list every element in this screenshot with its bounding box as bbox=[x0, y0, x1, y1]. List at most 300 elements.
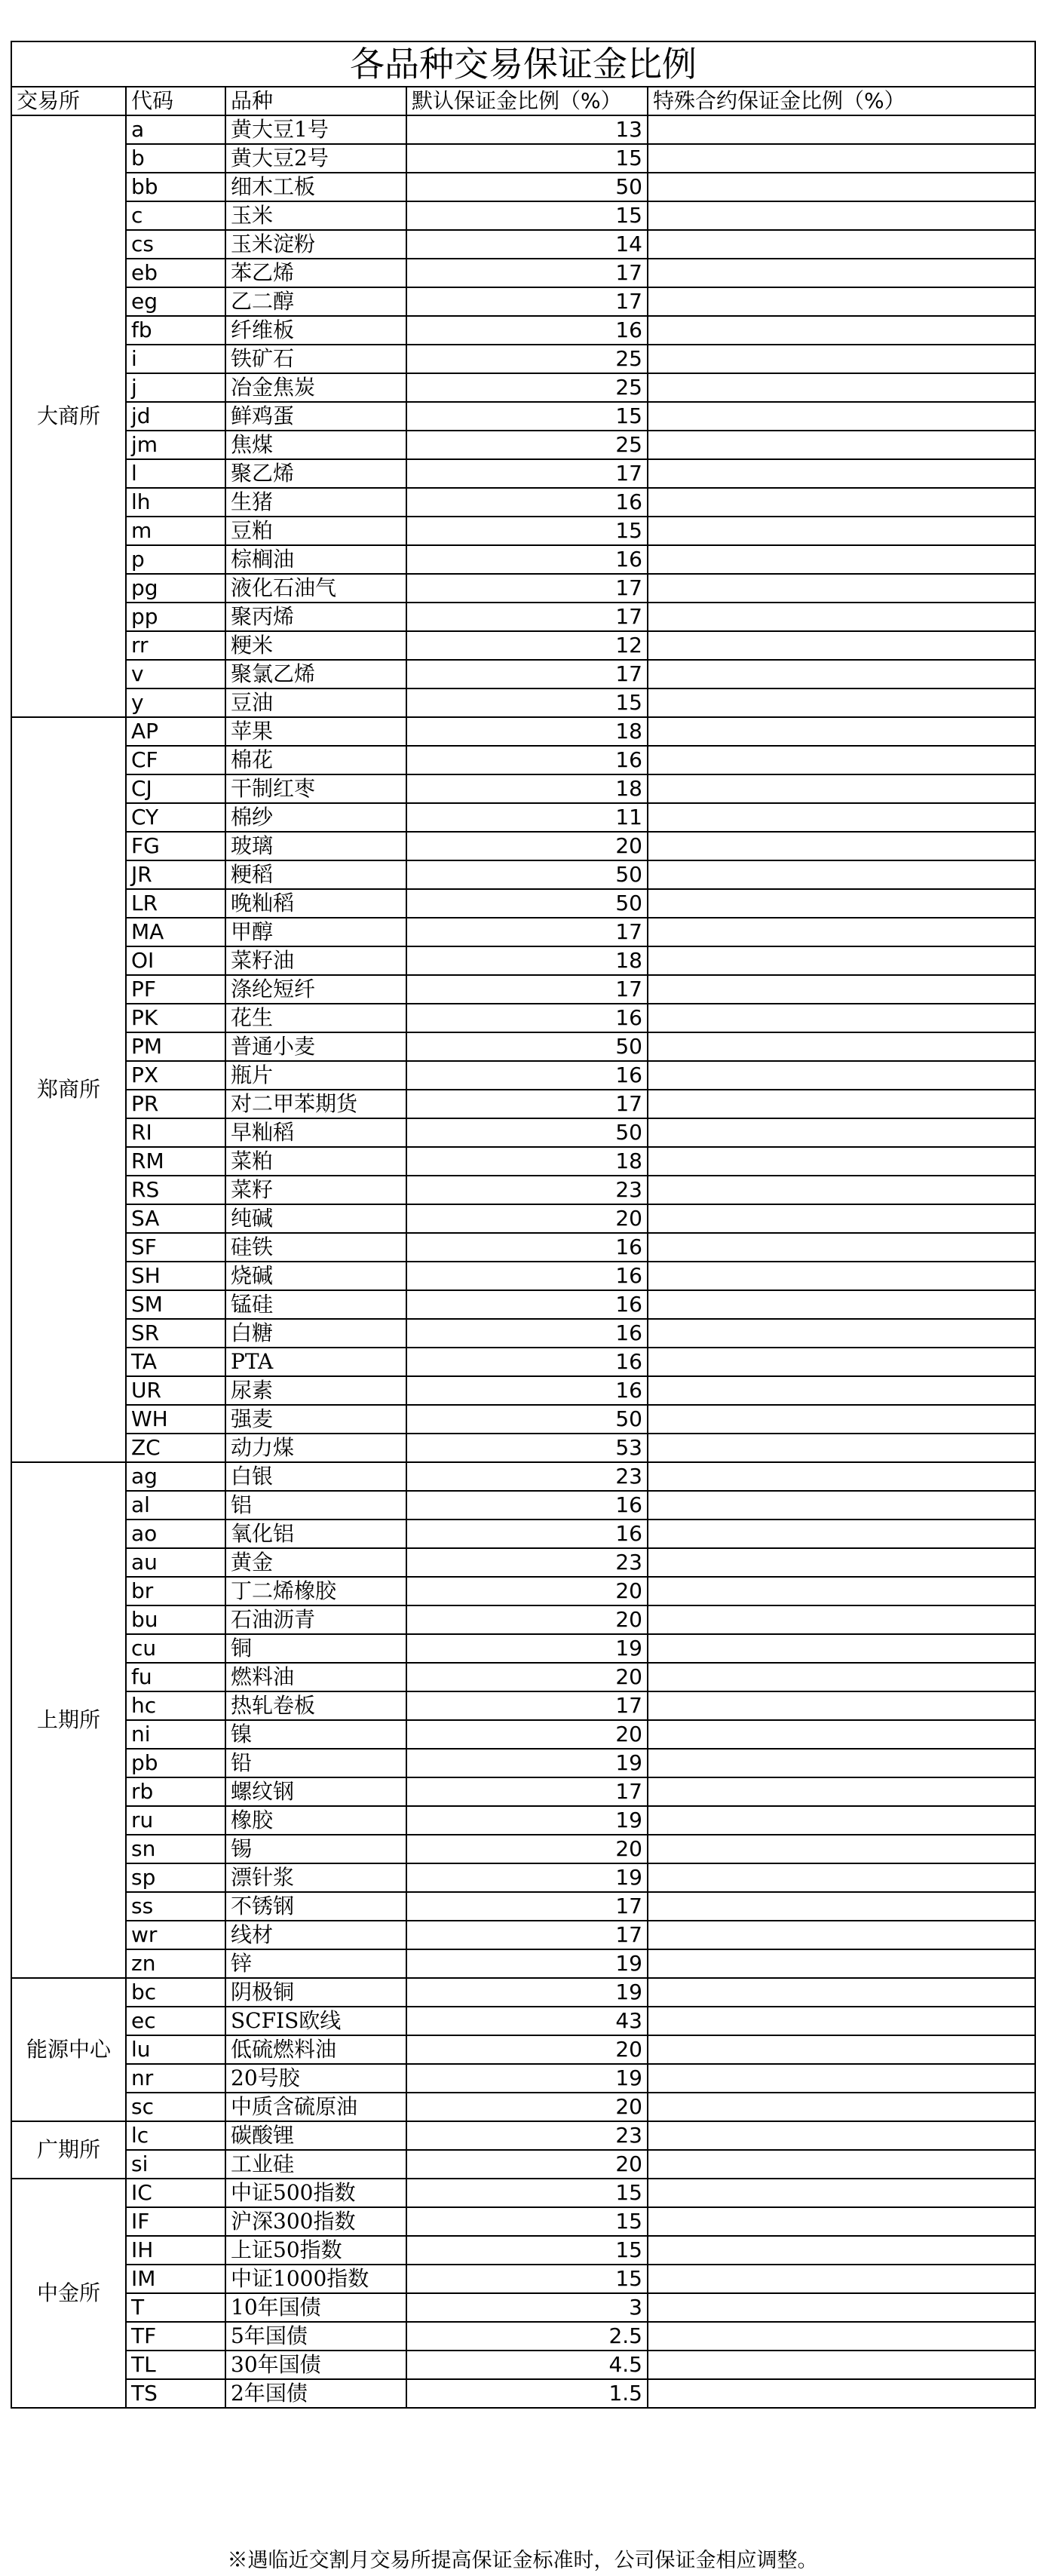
table-row bbox=[11, 1863, 1035, 1892]
code-cell: sc bbox=[126, 2093, 225, 2121]
header-product: 品种 bbox=[225, 87, 406, 115]
table-row bbox=[11, 946, 1035, 975]
product-cell: 不锈钢 bbox=[225, 1892, 406, 1921]
default-margin-cell: 17 bbox=[406, 1892, 648, 1921]
product-cell: 瓶片 bbox=[225, 1061, 406, 1090]
table-row bbox=[11, 1978, 1035, 2007]
special-margin-cell bbox=[648, 1290, 1035, 1319]
margin-table-sheet bbox=[11, 41, 1034, 2409]
default-margin-cell: 19 bbox=[406, 1863, 648, 1892]
special-margin-cell bbox=[648, 316, 1035, 345]
product-cell: 中质含硫原油 bbox=[225, 2093, 406, 2121]
special-margin-cell bbox=[648, 1233, 1035, 1262]
product-cell: 鲜鸡蛋 bbox=[225, 402, 406, 431]
product-cell: 20号胶 bbox=[225, 2064, 406, 2093]
product-cell: 30年国债 bbox=[225, 2351, 406, 2379]
default-margin-cell: 17 bbox=[406, 287, 648, 316]
special-margin-cell bbox=[648, 2207, 1035, 2236]
code-cell: jd bbox=[126, 402, 225, 431]
product-cell: 白糖 bbox=[225, 1319, 406, 1348]
code-cell: TL bbox=[126, 2351, 225, 2379]
product-cell: 甲醇 bbox=[225, 918, 406, 946]
product-cell: 燃料油 bbox=[225, 1663, 406, 1691]
code-cell: FG bbox=[126, 832, 225, 860]
code-cell: JR bbox=[126, 860, 225, 889]
product-cell: 中证500指数 bbox=[225, 2179, 406, 2207]
table-row bbox=[11, 2379, 1035, 2408]
table-row bbox=[11, 316, 1035, 345]
code-cell: fu bbox=[126, 1663, 225, 1691]
default-margin-cell: 17 bbox=[406, 574, 648, 603]
default-margin-cell: 16 bbox=[406, 1376, 648, 1405]
default-margin-cell: 25 bbox=[406, 345, 648, 373]
default-margin-cell: 20 bbox=[406, 1835, 648, 1863]
product-cell: 早籼稻 bbox=[225, 1118, 406, 1147]
special-margin-cell bbox=[648, 1634, 1035, 1663]
code-cell: rr bbox=[126, 631, 225, 660]
table-row bbox=[11, 144, 1035, 173]
special-margin-cell bbox=[648, 1147, 1035, 1176]
product-cell: 锡 bbox=[225, 1835, 406, 1863]
special-margin-cell bbox=[648, 1376, 1035, 1405]
table-row bbox=[11, 746, 1035, 774]
default-margin-cell: 23 bbox=[406, 1462, 648, 1491]
special-margin-cell bbox=[648, 717, 1035, 746]
special-margin-cell bbox=[648, 1777, 1035, 1806]
special-margin-cell bbox=[648, 660, 1035, 688]
code-cell: ru bbox=[126, 1806, 225, 1835]
exchange-cell: 郑商所 bbox=[11, 717, 126, 1462]
default-margin-cell: 23 bbox=[406, 1176, 648, 1204]
special-margin-cell bbox=[648, 860, 1035, 889]
special-margin-cell bbox=[648, 2093, 1035, 2121]
code-cell: jm bbox=[126, 431, 225, 459]
special-margin-cell bbox=[648, 1949, 1035, 1978]
table-row bbox=[11, 918, 1035, 946]
default-margin-cell: 17 bbox=[406, 1777, 648, 1806]
default-margin-cell: 17 bbox=[406, 660, 648, 688]
table-row bbox=[11, 1720, 1035, 1749]
table-row bbox=[11, 2121, 1035, 2150]
default-margin-cell: 50 bbox=[406, 889, 648, 918]
table-row bbox=[11, 2093, 1035, 2121]
product-cell: 沪深300指数 bbox=[225, 2207, 406, 2236]
product-cell: 液化石油气 bbox=[225, 574, 406, 603]
default-margin-cell: 4.5 bbox=[406, 2351, 648, 2379]
table-row bbox=[11, 631, 1035, 660]
product-cell: 纤维板 bbox=[225, 316, 406, 345]
table-row bbox=[11, 1548, 1035, 1577]
default-margin-cell: 20 bbox=[406, 1720, 648, 1749]
code-cell: UR bbox=[126, 1376, 225, 1405]
special-margin-cell bbox=[648, 1749, 1035, 1777]
code-cell: l bbox=[126, 459, 225, 488]
code-cell: T bbox=[126, 2293, 225, 2322]
product-cell: 石油沥青 bbox=[225, 1605, 406, 1634]
table-row bbox=[11, 1090, 1035, 1118]
code-cell: SM bbox=[126, 1290, 225, 1319]
product-cell: 细木工板 bbox=[225, 173, 406, 201]
special-margin-cell bbox=[648, 2035, 1035, 2064]
default-margin-cell: 16 bbox=[406, 488, 648, 517]
default-margin-cell: 16 bbox=[406, 545, 648, 574]
special-margin-cell bbox=[648, 1520, 1035, 1548]
product-cell: 花生 bbox=[225, 1004, 406, 1032]
product-cell: 菜粕 bbox=[225, 1147, 406, 1176]
table-row bbox=[11, 1491, 1035, 1520]
product-cell: 焦煤 bbox=[225, 431, 406, 459]
header-code: 代码 bbox=[126, 87, 225, 115]
default-margin-cell: 17 bbox=[406, 459, 648, 488]
code-cell: wr bbox=[126, 1921, 225, 1949]
table-row bbox=[11, 2293, 1035, 2322]
product-cell: 晚籼稻 bbox=[225, 889, 406, 918]
default-margin-cell: 16 bbox=[406, 1233, 648, 1262]
special-margin-cell bbox=[648, 1434, 1035, 1462]
table-row bbox=[11, 1319, 1035, 1348]
table-row bbox=[11, 1777, 1035, 1806]
special-margin-cell bbox=[648, 2150, 1035, 2179]
default-margin-cell: 11 bbox=[406, 803, 648, 832]
default-margin-cell: 16 bbox=[406, 1348, 648, 1376]
code-cell: pg bbox=[126, 574, 225, 603]
product-cell: 线材 bbox=[225, 1921, 406, 1949]
default-margin-cell: 15 bbox=[406, 2207, 648, 2236]
code-cell: al bbox=[126, 1491, 225, 1520]
table-row bbox=[11, 1462, 1035, 1491]
table-row bbox=[11, 173, 1035, 201]
product-cell: 铁矿石 bbox=[225, 345, 406, 373]
product-cell: 豆油 bbox=[225, 688, 406, 717]
special-margin-cell bbox=[648, 1921, 1035, 1949]
exchange-cell: 中金所 bbox=[11, 2179, 126, 2408]
product-cell: 粳米 bbox=[225, 631, 406, 660]
special-margin-cell bbox=[648, 173, 1035, 201]
table-row bbox=[11, 230, 1035, 259]
table-row bbox=[11, 2265, 1035, 2293]
default-margin-cell: 53 bbox=[406, 1434, 648, 1462]
code-cell: MA bbox=[126, 918, 225, 946]
code-cell: lu bbox=[126, 2035, 225, 2064]
default-margin-cell: 16 bbox=[406, 1061, 648, 1090]
table-row bbox=[11, 1434, 1035, 1462]
product-cell: 黄大豆2号 bbox=[225, 144, 406, 173]
product-cell: 纯碱 bbox=[225, 1204, 406, 1233]
table-row bbox=[11, 201, 1035, 230]
product-cell: 普通小麦 bbox=[225, 1032, 406, 1061]
code-cell: CF bbox=[126, 746, 225, 774]
special-margin-cell bbox=[648, 259, 1035, 287]
product-cell: 棉纱 bbox=[225, 803, 406, 832]
product-cell: 氧化铝 bbox=[225, 1520, 406, 1548]
table-row bbox=[11, 1233, 1035, 1262]
code-cell: si bbox=[126, 2150, 225, 2179]
table-row bbox=[11, 373, 1035, 402]
product-cell: 2年国债 bbox=[225, 2379, 406, 2408]
exchange-cell: 广期所 bbox=[11, 2121, 126, 2179]
table-row bbox=[11, 431, 1035, 459]
code-cell: CY bbox=[126, 803, 225, 832]
table-row bbox=[11, 774, 1035, 803]
special-margin-cell bbox=[648, 1204, 1035, 1233]
product-cell: 螺纹钢 bbox=[225, 1777, 406, 1806]
default-margin-cell: 15 bbox=[406, 688, 648, 717]
special-margin-cell bbox=[648, 545, 1035, 574]
table-title: 各品种交易保证金比例 bbox=[11, 41, 1035, 87]
code-cell: zn bbox=[126, 1949, 225, 1978]
product-cell: 生猪 bbox=[225, 488, 406, 517]
special-margin-cell bbox=[648, 144, 1035, 173]
code-cell: cs bbox=[126, 230, 225, 259]
special-margin-cell bbox=[648, 2179, 1035, 2207]
default-margin-cell: 17 bbox=[406, 975, 648, 1004]
code-cell: bu bbox=[126, 1605, 225, 1634]
table-row bbox=[11, 115, 1035, 144]
product-cell: 苹果 bbox=[225, 717, 406, 746]
default-margin-cell: 14 bbox=[406, 230, 648, 259]
table-row bbox=[11, 2150, 1035, 2179]
table-row bbox=[11, 975, 1035, 1004]
special-margin-cell bbox=[648, 201, 1035, 230]
table-row bbox=[11, 402, 1035, 431]
default-margin-cell: 18 bbox=[406, 774, 648, 803]
code-cell: IC bbox=[126, 2179, 225, 2207]
default-margin-cell: 12 bbox=[406, 631, 648, 660]
special-margin-cell bbox=[648, 1863, 1035, 1892]
code-cell: sp bbox=[126, 1863, 225, 1892]
product-cell: 强麦 bbox=[225, 1405, 406, 1434]
default-margin-cell: 50 bbox=[406, 1032, 648, 1061]
default-margin-cell: 20 bbox=[406, 1663, 648, 1691]
table-row bbox=[11, 1921, 1035, 1949]
special-margin-cell bbox=[648, 459, 1035, 488]
special-margin-cell bbox=[648, 1978, 1035, 2007]
product-cell: 棉花 bbox=[225, 746, 406, 774]
table-row bbox=[11, 1348, 1035, 1376]
special-margin-cell bbox=[648, 1032, 1035, 1061]
product-cell: 铜 bbox=[225, 1634, 406, 1663]
table-row bbox=[11, 1605, 1035, 1634]
table-row bbox=[11, 1032, 1035, 1061]
code-cell: TA bbox=[126, 1348, 225, 1376]
code-cell: AP bbox=[126, 717, 225, 746]
default-margin-cell: 17 bbox=[406, 259, 648, 287]
special-margin-cell bbox=[648, 1691, 1035, 1720]
special-margin-cell bbox=[648, 746, 1035, 774]
table-row bbox=[11, 2064, 1035, 2093]
default-margin-cell: 15 bbox=[406, 201, 648, 230]
default-margin-cell: 50 bbox=[406, 1118, 648, 1147]
product-cell: 10年国债 bbox=[225, 2293, 406, 2322]
table-row bbox=[11, 1376, 1035, 1405]
special-margin-cell bbox=[648, 1090, 1035, 1118]
code-cell: pp bbox=[126, 603, 225, 631]
code-cell: fb bbox=[126, 316, 225, 345]
default-margin-cell: 18 bbox=[406, 946, 648, 975]
special-margin-cell bbox=[648, 603, 1035, 631]
special-margin-cell bbox=[648, 2379, 1035, 2408]
footnote: ※遇临近交割月交易所提高保证金标准时，公司保证金相应调整。 bbox=[227, 2549, 818, 2572]
table-row bbox=[11, 660, 1035, 688]
table-row bbox=[11, 1262, 1035, 1290]
code-cell: br bbox=[126, 1577, 225, 1605]
product-cell: 上证50指数 bbox=[225, 2236, 406, 2265]
default-margin-cell: 43 bbox=[406, 2007, 648, 2035]
default-margin-cell: 18 bbox=[406, 717, 648, 746]
product-cell: 锌 bbox=[225, 1949, 406, 1978]
product-cell: 粳稻 bbox=[225, 860, 406, 889]
special-margin-cell bbox=[648, 2121, 1035, 2150]
default-margin-cell: 17 bbox=[406, 918, 648, 946]
table-row bbox=[11, 2007, 1035, 2035]
product-cell: 丁二烯橡胶 bbox=[225, 1577, 406, 1605]
default-margin-cell: 50 bbox=[406, 860, 648, 889]
special-margin-cell bbox=[648, 975, 1035, 1004]
special-margin-cell bbox=[648, 803, 1035, 832]
table-row bbox=[11, 259, 1035, 287]
default-margin-cell: 15 bbox=[406, 2265, 648, 2293]
default-margin-cell: 1.5 bbox=[406, 2379, 648, 2408]
default-margin-cell: 20 bbox=[406, 1577, 648, 1605]
default-margin-cell: 18 bbox=[406, 1147, 648, 1176]
product-cell: 菜籽 bbox=[225, 1176, 406, 1204]
table-row bbox=[11, 545, 1035, 574]
special-margin-cell bbox=[648, 1548, 1035, 1577]
product-cell: 工业硅 bbox=[225, 2150, 406, 2179]
exchange-cell: 能源中心 bbox=[11, 1978, 126, 2121]
default-margin-cell: 17 bbox=[406, 1090, 648, 1118]
special-margin-cell bbox=[648, 574, 1035, 603]
product-cell: PTA bbox=[225, 1348, 406, 1376]
table-row bbox=[11, 459, 1035, 488]
code-cell: PF bbox=[126, 975, 225, 1004]
special-margin-cell bbox=[648, 1319, 1035, 1348]
product-cell: 漂针浆 bbox=[225, 1863, 406, 1892]
code-cell: ag bbox=[126, 1462, 225, 1491]
code-cell: ni bbox=[126, 1720, 225, 1749]
product-cell: 涤纶短纤 bbox=[225, 975, 406, 1004]
default-margin-cell: 16 bbox=[406, 1262, 648, 1290]
product-cell: 菜籽油 bbox=[225, 946, 406, 975]
default-margin-cell: 15 bbox=[406, 2236, 648, 2265]
default-margin-cell: 25 bbox=[406, 431, 648, 459]
code-cell: y bbox=[126, 688, 225, 717]
exchange-cell: 上期所 bbox=[11, 1462, 126, 1978]
margin-table bbox=[11, 41, 1036, 2409]
code-cell: PR bbox=[126, 1090, 225, 1118]
table-row bbox=[11, 2179, 1035, 2207]
table-row bbox=[11, 832, 1035, 860]
table-row bbox=[11, 1061, 1035, 1090]
default-margin-cell: 13 bbox=[406, 115, 648, 144]
header-exchange: 交易所 bbox=[11, 87, 126, 115]
default-margin-cell: 19 bbox=[406, 2064, 648, 2093]
code-cell: eb bbox=[126, 259, 225, 287]
code-cell: IM bbox=[126, 2265, 225, 2293]
code-cell: rb bbox=[126, 1777, 225, 1806]
table-row bbox=[11, 1176, 1035, 1204]
product-cell: 动力煤 bbox=[225, 1434, 406, 1462]
default-margin-cell: 15 bbox=[406, 144, 648, 173]
product-cell: 阴极铜 bbox=[225, 1978, 406, 2007]
code-cell: cu bbox=[126, 1634, 225, 1663]
special-margin-cell bbox=[648, 1720, 1035, 1749]
table-row bbox=[11, 1691, 1035, 1720]
table-row bbox=[11, 1634, 1035, 1663]
default-margin-cell: 16 bbox=[406, 1290, 648, 1319]
title-row bbox=[11, 41, 1035, 87]
special-margin-cell bbox=[648, 2351, 1035, 2379]
table-row bbox=[11, 1663, 1035, 1691]
special-margin-cell bbox=[648, 1462, 1035, 1491]
code-cell: pb bbox=[126, 1749, 225, 1777]
default-margin-cell: 2.5 bbox=[406, 2322, 648, 2351]
special-margin-cell bbox=[648, 1491, 1035, 1520]
special-margin-cell bbox=[648, 431, 1035, 459]
default-margin-cell: 17 bbox=[406, 1921, 648, 1949]
table-row bbox=[11, 2322, 1035, 2351]
table-row bbox=[11, 1004, 1035, 1032]
product-cell: 锰硅 bbox=[225, 1290, 406, 1319]
table-row bbox=[11, 1290, 1035, 1319]
product-cell: 玉米 bbox=[225, 201, 406, 230]
table-row bbox=[11, 2207, 1035, 2236]
table-row bbox=[11, 803, 1035, 832]
product-cell: 白银 bbox=[225, 1462, 406, 1491]
default-margin-cell: 25 bbox=[406, 373, 648, 402]
product-cell: 豆粕 bbox=[225, 517, 406, 545]
code-cell: c bbox=[126, 201, 225, 230]
product-cell: 铅 bbox=[225, 1749, 406, 1777]
product-cell: SCFIS欧线 bbox=[225, 2007, 406, 2035]
code-cell: i bbox=[126, 345, 225, 373]
table-row bbox=[11, 2351, 1035, 2379]
special-margin-cell bbox=[648, 1348, 1035, 1376]
product-cell: 玻璃 bbox=[225, 832, 406, 860]
table-row bbox=[11, 574, 1035, 603]
special-margin-cell bbox=[648, 402, 1035, 431]
code-cell: OI bbox=[126, 946, 225, 975]
code-cell: SH bbox=[126, 1262, 225, 1290]
code-cell: WH bbox=[126, 1405, 225, 1434]
code-cell: TF bbox=[126, 2322, 225, 2351]
table-row bbox=[11, 1147, 1035, 1176]
default-margin-cell: 20 bbox=[406, 1204, 648, 1233]
special-margin-cell bbox=[648, 1577, 1035, 1605]
product-cell: 硅铁 bbox=[225, 1233, 406, 1262]
code-cell: m bbox=[126, 517, 225, 545]
special-margin-cell bbox=[648, 774, 1035, 803]
special-margin-cell bbox=[648, 1118, 1035, 1147]
code-cell: RI bbox=[126, 1118, 225, 1147]
default-margin-cell: 15 bbox=[406, 517, 648, 545]
default-margin-cell: 23 bbox=[406, 1548, 648, 1577]
table-row bbox=[11, 603, 1035, 631]
default-margin-cell: 16 bbox=[406, 316, 648, 345]
product-cell: 聚氯乙烯 bbox=[225, 660, 406, 688]
special-margin-cell bbox=[648, 1605, 1035, 1634]
default-margin-cell: 20 bbox=[406, 2150, 648, 2179]
special-margin-cell bbox=[648, 287, 1035, 316]
table-row bbox=[11, 688, 1035, 717]
product-cell: 中证1000指数 bbox=[225, 2265, 406, 2293]
table-row bbox=[11, 1749, 1035, 1777]
special-margin-cell bbox=[648, 1806, 1035, 1835]
code-cell: IF bbox=[126, 2207, 225, 2236]
table-row bbox=[11, 1835, 1035, 1863]
code-cell: au bbox=[126, 1548, 225, 1577]
product-cell: 干制红枣 bbox=[225, 774, 406, 803]
